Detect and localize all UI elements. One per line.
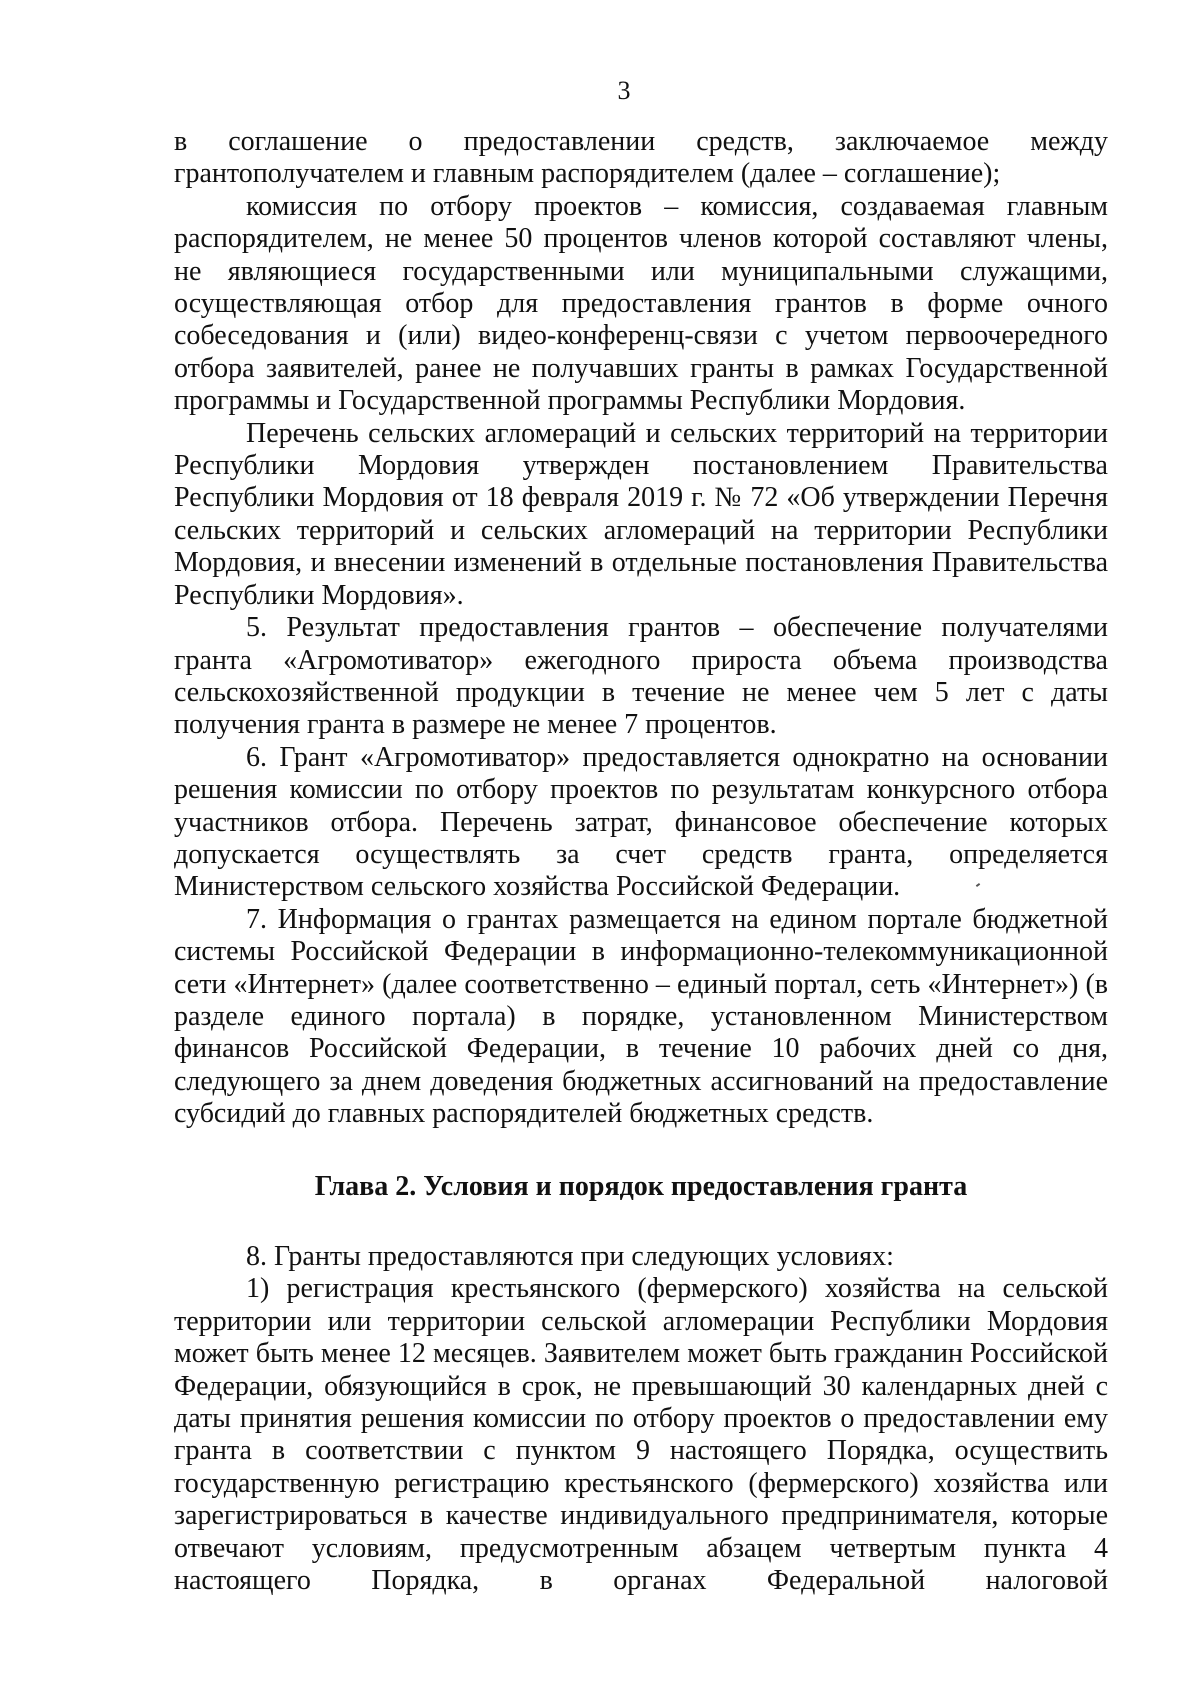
- paragraph-commission: комиссия по отбору проектов – комиссия, создаваемая главным распорядителем, не менее 50 процентов членов которой составляют члены, не являющиеся государственными или муниципальными служащими, осуществляющая отбор для предоставления грантов в форме очного собеседования и (или) видео-конференц-связи с учетом первоочередного отбора заявителей, ранее не получавших гранты в рамках Государственной программы и Государственной программы Республики Мордовия.: [174, 190, 1108, 417]
- paragraph-agreement: в соглашение о предоставлении средств, заключаемое между грантополучателем и главным распорядителем (далее – соглашение);: [174, 126, 1108, 190]
- paragraph-item-6: 6. Грант «Агромотиватор» предоставляется однократно на основании решения комиссии по отбору проектов по результатам конкурсного отбора участников отбора. Перечень затрат, финансовое обеспечение которых допускается осуществлять за счет средств гранта, определяется Министерством сельского хозяйства Российской Федерации.: [174, 741, 1108, 903]
- paragraph-item-7: 7. Информация о грантах размещается на едином портале бюджетной системы Российской Федерации в информационно-телекоммуникационной сети «Интернет» (далее соответственно – единый портал, сеть «Интернет») (в разделе единого портала) в порядке, установленном Министерством финансов Российской Федерации, в течение 10 рабочих дней со дня, следующего за днем доведения бюджетных ассигнований на предоставление субсидий до главных распорядителей бюджетных средств.: [174, 903, 1108, 1130]
- paragraph-condition-1: 1) регистрация крестьянского (фермерского) хозяйства на сельской территории или территории сельской агломерации Республики Мордовия может быть менее 12 месяцев. Заявителем может быть гражданин Российской Федерации, обязующийся в срок, не превышающий 30 календарных дней с даты принятия решения комиссии по отбору проектов о предоставлении ему гранта в соответствии с пунктом 9 настоящего Порядка, осуществить государственную регистрацию крестьянского (фермерского) хозяйства или зарегистрироваться в качестве индивидуального предпринимателя, которые отвечают условиям, предусмотренным абзацем четвертым пункта 4 настоящего Порядка, в органах Федеральной налоговой: [174, 1273, 1108, 1597]
- chapter-title: Глава 2. Условия и порядок предоставления гранта: [314, 1170, 968, 1202]
- paragraph-agglomerations-list: Перечень сельских агломераций и сельских территорий на территории Республики Мордовия утвержден постановлением Правительства Республики Мордовия от 18 февраля 2019 г. № 72 «Об утверждении Перечня сельских территорий и сельских агломераций на территории Республики Мордовия, и внесении изменений в отдельные постановления Правительства Республики Мордовия».: [174, 417, 1108, 611]
- paragraph-item-5: 5. Результат предоставления грантов – обеспечение получателями гранта «Агромотиватор» ежегодного прироста объема производства сельскохозяйственной продукции в течение не менее чем 5 лет с даты получения гранта в размере не менее 7 процентов.: [174, 612, 1108, 741]
- document-body: [174, 126, 1108, 1597]
- paragraph-item-8: 8. Гранты предоставляются при следующих условиях:: [246, 1241, 894, 1272]
- page-number: 3: [617, 76, 631, 105]
